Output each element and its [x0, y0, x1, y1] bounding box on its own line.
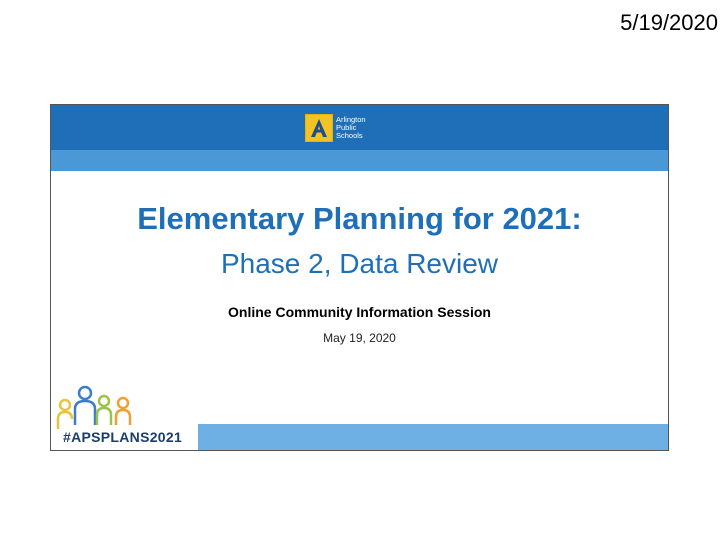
logo-line-3: Schools [336, 131, 363, 140]
session-date: May 19, 2020 [323, 331, 396, 345]
logo-mark [305, 114, 333, 142]
people-icon [55, 381, 145, 431]
title-slide [50, 104, 669, 451]
hashtag: #APSPLANS2021 [63, 429, 183, 445]
session-name: Online Community Information Session [228, 304, 491, 320]
footer-band [198, 424, 668, 451]
slide-subtitle-heading: Phase 2, Data Review [220, 248, 499, 279]
logo-text [336, 116, 366, 140]
logo-line-1: Arlington [336, 115, 366, 124]
header-stripe [51, 150, 668, 171]
logo-line-2: Public [336, 123, 357, 132]
aps-logo [305, 113, 366, 143]
slide-title: Elementary Planning for 2021: [137, 201, 582, 236]
logo-letter-icon [308, 117, 330, 139]
page-date: 5/19/2020 [620, 10, 718, 35]
